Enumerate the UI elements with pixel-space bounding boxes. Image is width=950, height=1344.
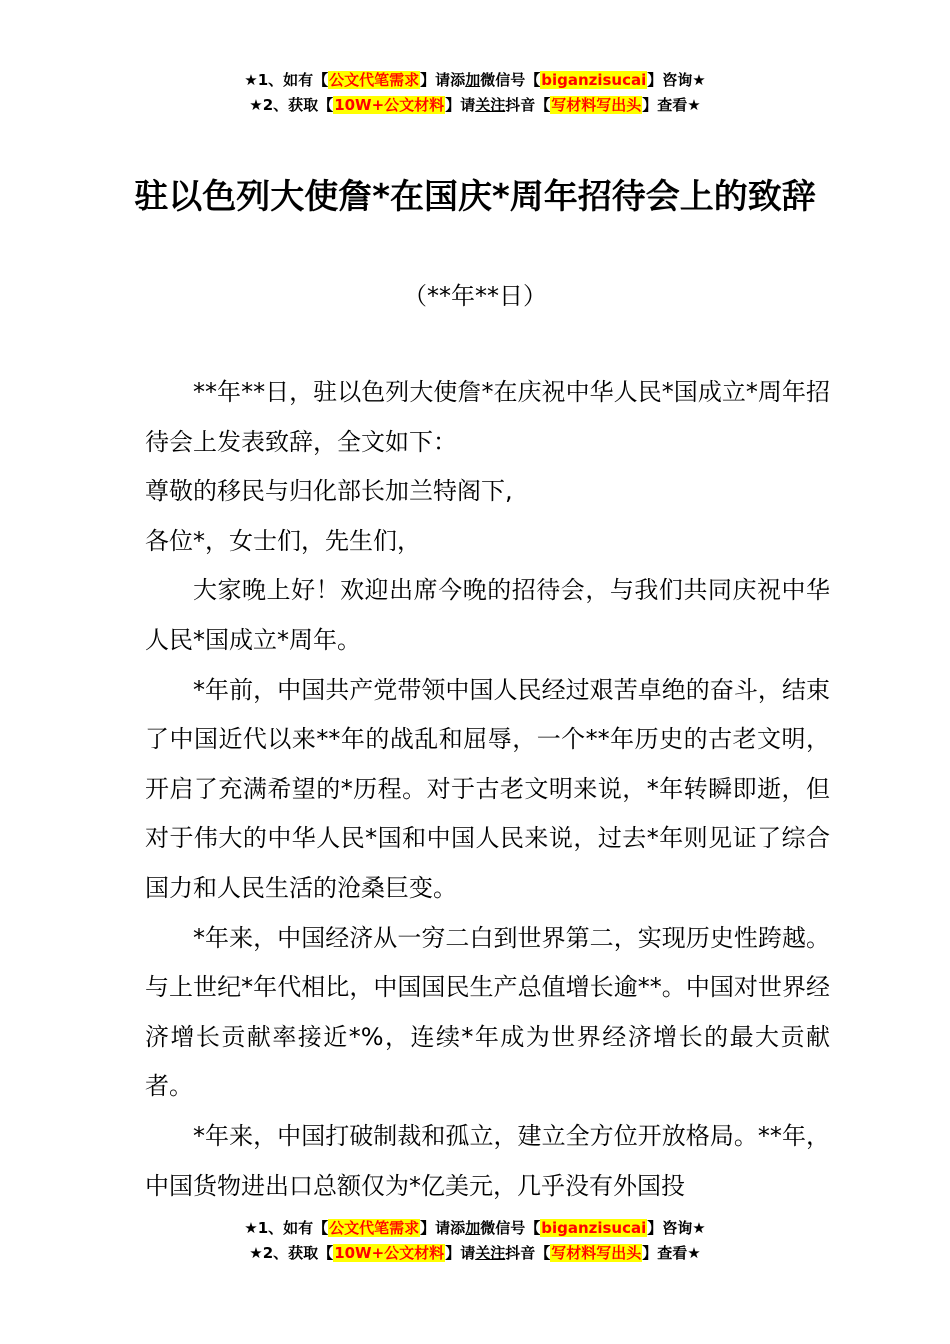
banner-text: 】请 <box>445 1244 476 1262</box>
banner-text: ★2、获取【 <box>249 1244 334 1262</box>
document-title: 驻以色列大使詹*在国庆*周年招待会上的致辞 <box>134 177 816 217</box>
banner-text: 微信号【 <box>480 71 541 89</box>
paragraph: *年来，中国经济从一穷二白到世界第二，实现历史性跨越。与上世纪*年代相比，中国国民生产总值增长逾**。中国对世界经济增长贡献率接近*%，连续*年成为世界经济增长的最大贡献者。 <box>145 923 830 1101</box>
banner-text: 】查看★ <box>642 96 701 114</box>
banner-highlight: 10W+公文材料 <box>334 96 445 114</box>
header-banner <box>0 68 950 118</box>
banner-text: 抖音【 <box>505 96 551 114</box>
banner-highlight: 10W+公文材料 <box>334 1244 445 1262</box>
banner-text: ★2、获取【 <box>249 96 334 114</box>
banner-text: 】请添 <box>420 1219 466 1237</box>
banner-highlight: 公文代笔需求 <box>329 71 420 89</box>
paragraph: *年来，中国打破制裁和孤立，建立全方位开放格局。**年，中国货物进出口总额仅为*亿美元，几乎没有外国投 <box>145 1121 830 1200</box>
banner-text: 】查看★ <box>642 1244 701 1262</box>
banner-highlight: 写材料写出头 <box>551 1244 642 1262</box>
paragraph: 大家晚上好！欢迎出席今晚的招待会，与我们共同庆祝中华人民*国成立*周年。 <box>145 576 830 654</box>
footer-banner <box>0 1216 950 1266</box>
banner-highlight: biganzisucai <box>541 71 647 89</box>
banner-highlight: biganzisucai <box>541 1219 647 1237</box>
banner-text: 】请 <box>445 96 476 114</box>
document-body <box>145 368 830 1211</box>
banner-text: 抖音【 <box>505 1244 551 1262</box>
banner-text: 】咨询★ <box>647 71 706 89</box>
banner-line-2 <box>0 93 950 118</box>
paragraph-salutation: 各位*，女士们，先生们， <box>145 526 421 555</box>
banner-line-1 <box>0 68 950 93</box>
paragraph-salutation: 尊敬的移民与归化部长加兰特阁下, <box>145 477 513 506</box>
banner-text: 】咨询★ <box>647 1219 706 1237</box>
banner-line-1 <box>0 1216 950 1241</box>
banner-underline: 关注 <box>475 1244 506 1262</box>
banner-highlight: 写材料写出头 <box>551 96 642 114</box>
banner-highlight: 公文代笔需求 <box>329 1219 420 1237</box>
banner-line-2 <box>0 1241 950 1266</box>
banner-text: ★1、如有【 <box>244 71 329 89</box>
paragraph: *年前，中国共产党带领中国人民经过艰苦卓绝的奋斗，结束了中国近代以来**年的战乱和屈辱，一个**年历史的古老文明，开启了充满希望的*历程。对于古老文明来说，*年转瞬即逝，但对于伟大的中华人民*国和中国人民来说，过去*年则见证了综合国力和人民生活的沧桑巨变。 <box>145 675 830 902</box>
banner-text: ★1、如有【 <box>244 1219 329 1237</box>
document-date: （**年**日） <box>403 282 547 310</box>
banner-underline: 加 <box>465 1219 481 1237</box>
banner-text: 】请添 <box>420 71 466 89</box>
banner-underline: 关注 <box>475 96 506 114</box>
banner-text: 微信号【 <box>480 1219 541 1237</box>
paragraph: **年**日，驻以色列大使詹*在庆祝中华人民*国成立*周年招待会上发表致辞，全文如下： <box>145 378 830 456</box>
banner-underline: 加 <box>465 71 481 89</box>
